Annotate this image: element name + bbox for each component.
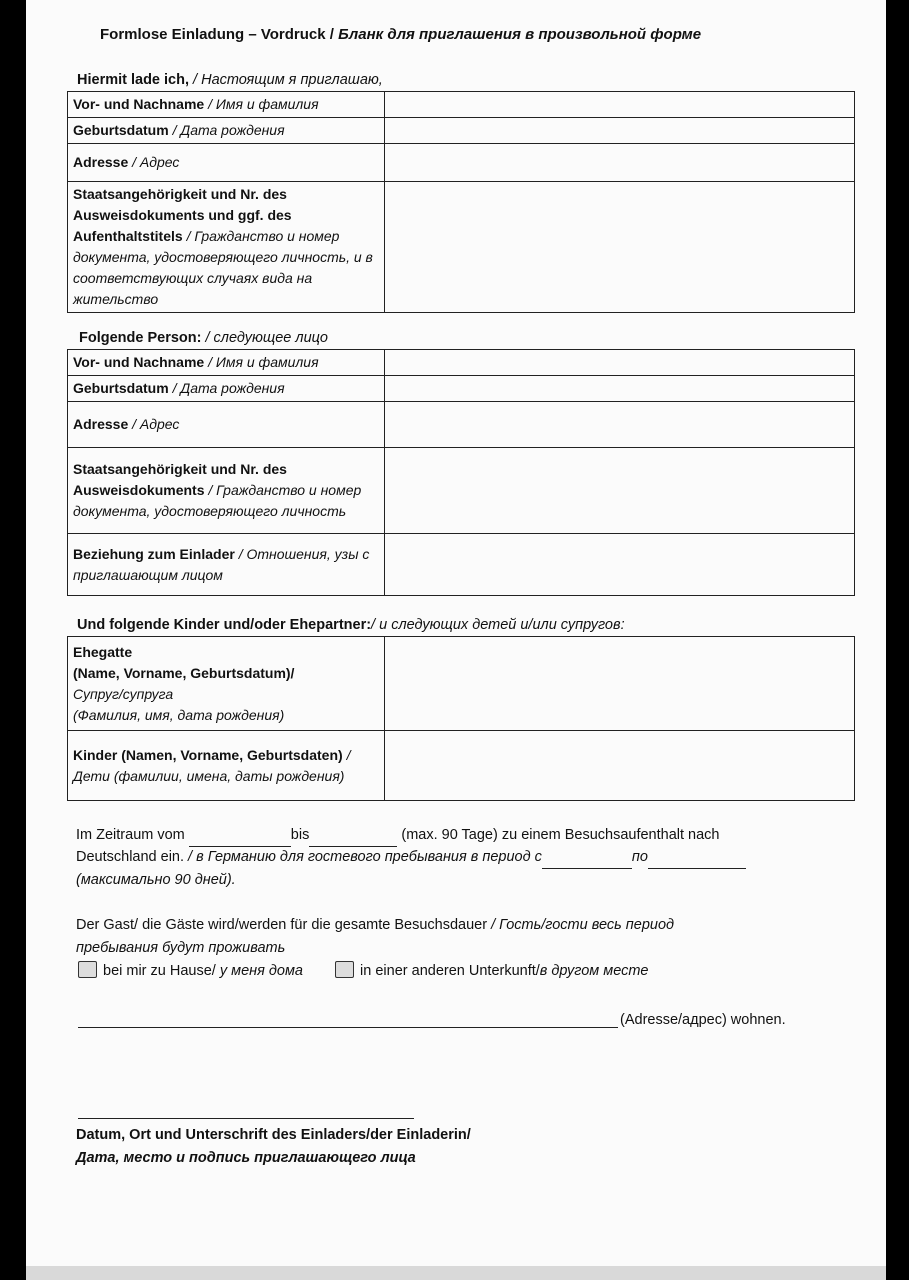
bottom-edge: [26, 1266, 886, 1280]
period-line-2: Deutschland ein. / в Германию для гостевого пребывания в период с по: [76, 846, 746, 869]
guest-address-field[interactable]: [385, 402, 855, 448]
family-heading: Und folgende Kinder und/oder Ehepartner:/ и следующих детей и/или супругов:: [77, 617, 625, 633]
table-row: Adresse / Адрес: [68, 144, 855, 182]
family-table: [67, 636, 855, 801]
table-row: Ehegatte (Name, Vorname, Geburtsdatum)/ Супруг/супруга (Фамилия, имя, дата рождения): [68, 637, 855, 731]
signature-label-de: Datum, Ort und Unterschrift des Einladers/der Einladerin/: [76, 1127, 471, 1143]
inviter-passport-field[interactable]: [385, 182, 855, 313]
table-row: Staatsangehörigkeit und Nr. des Ausweisdokuments und ggf. des Aufenthaltstitels / Гражданство и номер документа, удостоверяющего личность, и в соответствующих случаях вида на жительство: [68, 182, 855, 313]
page-title: Formlose Einladung – Vordruck / Бланк для приглашения в произвольной форме: [100, 26, 702, 43]
spouse-field[interactable]: [385, 637, 855, 731]
table-row: Geburtsdatum / Дата рождения: [68, 376, 855, 402]
guest-passport-field[interactable]: [385, 448, 855, 534]
table-row: Adresse / Адрес: [68, 402, 855, 448]
period-to-ru-field[interactable]: [648, 846, 746, 869]
signature-line-field[interactable]: [78, 1118, 414, 1119]
stay-line-2: пребывания будут проживать: [76, 940, 286, 956]
guest-name-field[interactable]: [385, 350, 855, 376]
table-row: Staatsangehörigkeit und Nr. des Ausweisdokuments / Гражданство и номер документа, удостоверяющего личность: [68, 448, 855, 534]
table-row: Beziehung zum Einlader / Отношения, узы с приглашающим лицом: [68, 534, 855, 596]
period-to-field[interactable]: [309, 824, 397, 847]
guest-birthdate-field[interactable]: [385, 376, 855, 402]
inviter-birthdate-field[interactable]: [385, 118, 855, 144]
signature-label-ru: Дата, место и подпись приглашающего лица: [76, 1150, 416, 1166]
address-suffix: (Adresse/адрес) wohnen.: [620, 1012, 786, 1028]
period-from-field[interactable]: [189, 824, 291, 847]
stay-line-1: Der Gast/ die Gäste wird/werden für die gesamte Besuchsdauer / Гость/гости весь период: [76, 917, 675, 933]
at-home-checkbox[interactable]: [78, 961, 97, 978]
period-line-3: (максимально 90 дней).: [76, 872, 236, 888]
guest-table: [67, 349, 855, 596]
table-row: Vor- und Nachname / Имя и фамилия: [68, 350, 855, 376]
children-field[interactable]: [385, 731, 855, 801]
guest-relationship-field[interactable]: [385, 534, 855, 596]
period-from-ru-field[interactable]: [542, 846, 632, 869]
other-accommodation-checkbox[interactable]: [335, 961, 354, 978]
guest-heading: Folgende Person: / следующее лицо: [79, 330, 328, 346]
address-line-field[interactable]: [78, 1027, 618, 1028]
inviter-heading: Hiermit lade ich, / Настоящим я приглашаю,: [77, 72, 383, 88]
inviter-table: [67, 91, 855, 313]
table-row: Vor- und Nachname / Имя и фамилия: [68, 92, 855, 118]
table-row: Geburtsdatum / Дата рождения: [68, 118, 855, 144]
period-line-1: Im Zeitraum vom bis (max. 90 Tage) zu einem Besuchsaufenthalt nach: [76, 824, 720, 847]
document-page: [26, 0, 886, 1266]
inviter-name-field[interactable]: [385, 92, 855, 118]
inviter-address-field[interactable]: [385, 144, 855, 182]
table-row: Kinder (Namen, Vorname, Geburtsdaten) / Дети (фамилии, имена, даты рождения): [68, 731, 855, 801]
stay-options: bei mir zu Hause/ у меня дома in einer anderen Unterkunft/в другом месте: [78, 960, 649, 982]
